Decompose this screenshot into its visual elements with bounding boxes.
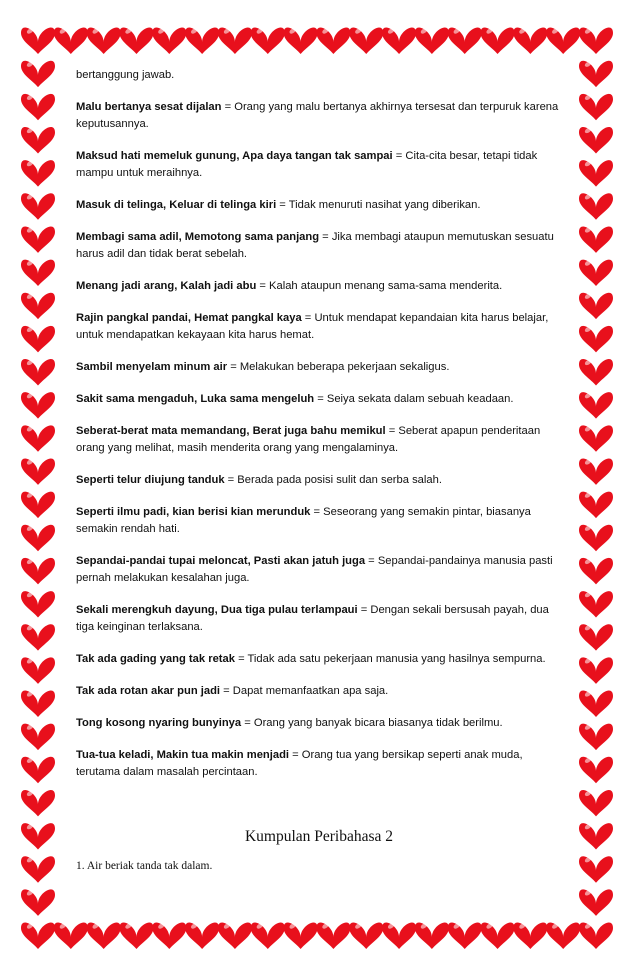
heart-icon	[481, 922, 515, 949]
heart-icon	[579, 856, 613, 883]
heart-icon	[349, 27, 383, 54]
heart-icon	[579, 359, 613, 386]
proverb-term: Rajin pangkal pandai, Hemat pangkal kaya	[76, 312, 302, 324]
heart-icon	[579, 591, 613, 618]
proverb-term: Sepandai-pandai tupai meloncat, Pasti akan jatuh juga	[76, 555, 366, 567]
heart-icon	[513, 922, 547, 949]
heart-icon	[316, 922, 350, 949]
proverb-term: Sambil menyelam minum air	[76, 361, 228, 373]
heart-icon	[119, 27, 153, 54]
heart-icon	[579, 127, 613, 154]
proverb-definition: = Berada pada posisi sulit dan serba salah.	[224, 474, 442, 486]
heart-icon	[21, 226, 55, 253]
proverb-entry	[76, 391, 566, 408]
heart-icon	[21, 60, 55, 87]
heart-icon	[579, 756, 613, 783]
heart-icon	[54, 27, 88, 54]
heart-icon	[579, 524, 613, 551]
proverb-entry	[76, 747, 566, 781]
heart-icon	[579, 60, 613, 87]
heart-icon	[579, 193, 613, 220]
proverb-entry	[76, 197, 566, 214]
heart-icon	[21, 458, 55, 485]
heart-icon	[21, 491, 55, 518]
proverb-term: Seperti telur diujung tanduk	[76, 474, 225, 486]
heart-icon	[21, 756, 55, 783]
heart-icon	[382, 27, 416, 54]
heart-icon	[21, 922, 55, 949]
proverb-definition: = Seseorang yang semakin pintar, biasanya semakin rendah hati.	[76, 506, 531, 535]
proverb-term: Seberat-berat mata memandang, Berat juga bahu memikul	[76, 425, 386, 437]
heart-icon	[21, 425, 55, 452]
heart-icon	[579, 624, 613, 651]
heart-icon	[579, 160, 613, 187]
heart-icon	[579, 292, 613, 319]
proverb-entry	[76, 423, 566, 457]
proverb-definition: = Kalah ataupun menang sama-sama menderita.	[256, 280, 503, 292]
heart-icon	[21, 127, 55, 154]
heart-icon	[579, 657, 613, 684]
heart-icon	[21, 657, 55, 684]
heart-icon	[579, 889, 613, 916]
proverb-definition: = Orang tua yang bersikap seperti anak muda, terutama dalam masalah percintaan.	[76, 749, 523, 778]
entries-container	[76, 99, 566, 781]
heart-icon	[579, 690, 613, 717]
proverb-entry	[76, 683, 566, 700]
proverb-term: Malu bertanya sesat dijalan	[76, 101, 222, 113]
heart-icon	[218, 27, 252, 54]
heart-icon	[579, 326, 613, 353]
proverb-entry	[76, 229, 566, 263]
heart-icon	[21, 624, 55, 651]
heart-icon	[349, 922, 383, 949]
proverb-definition: = Tidak ada satu pekerjaan manusia yang hasilnya sempurna.	[234, 653, 546, 665]
heart-icon	[21, 326, 55, 353]
heart-icon	[21, 193, 55, 220]
heart-icon	[382, 922, 416, 949]
heart-icon	[579, 226, 613, 253]
proverb-term: Membagi sama adil, Memotong sama panjang	[76, 231, 320, 243]
heart-icon	[579, 723, 613, 750]
heart-icon	[21, 591, 55, 618]
heart-icon	[481, 27, 515, 54]
heart-icon	[185, 27, 219, 54]
heart-icon	[579, 27, 613, 54]
proverb-definition: = Melakukan beberapa pekerjaan sekaligus.	[227, 361, 450, 373]
heart-icon	[218, 922, 252, 949]
heart-icon	[316, 27, 350, 54]
proverb-term: Sakit sama mengaduh, Luka sama mengeluh	[76, 393, 315, 405]
heart-icon	[579, 922, 613, 949]
heart-icon	[21, 690, 55, 717]
proverb-entry	[76, 472, 566, 489]
proverb-definition: = Seberat apapun penderitaan orang yang melihat, masih menderita orang yang mengalaminya.	[76, 425, 541, 454]
heart-icon	[415, 922, 449, 949]
heart-icon	[579, 93, 613, 120]
proverb-definition: = Dengan sekali bersusah payah, dua tiga keinginan terlaksana.	[76, 604, 549, 633]
heart-icon	[284, 922, 318, 949]
heart-icon	[21, 27, 55, 54]
heart-icon	[185, 922, 219, 949]
proverb-entry	[76, 278, 566, 295]
heart-icon	[579, 458, 613, 485]
proverb-entry	[76, 602, 566, 636]
heart-icon	[579, 491, 613, 518]
heart-icon	[251, 27, 285, 54]
heart-icon	[54, 922, 88, 949]
heart-icon	[448, 922, 482, 949]
proverb-definition: = Jika membagi ataupun memutuskan sesuatu harus adil dan tidak berat sebelah.	[76, 231, 554, 260]
heart-icon	[21, 160, 55, 187]
heart-icon	[21, 558, 55, 585]
heart-icon	[21, 856, 55, 883]
heart-icon	[21, 392, 55, 419]
proverb-entry	[76, 99, 566, 133]
proverb-entry	[76, 359, 566, 376]
heart-icon	[579, 259, 613, 286]
heart-icon	[87, 27, 121, 54]
heart-icon	[579, 558, 613, 585]
proverb-term: Tong kosong nyaring bunyinya	[76, 717, 242, 729]
proverb-definition: = Seiya sekata dalam sebuah keadaan.	[314, 393, 514, 405]
proverb-definition: = Sepandai-pandainya manusia pasti pernah melakukan kesalahan juga.	[76, 555, 553, 584]
heart-icon	[284, 27, 318, 54]
heart-icon	[546, 922, 580, 949]
heart-icon	[21, 259, 55, 286]
proverb-definition: = Orang yang malu bertanya akhirnya tersesat dan terpuruk karena keputusannya.	[76, 101, 559, 130]
proverb-entry	[76, 651, 566, 668]
heart-icon	[448, 27, 482, 54]
heart-icon	[152, 27, 186, 54]
proverb-entry	[76, 715, 566, 732]
heart-icon	[579, 425, 613, 452]
proverb-definition: = Dapat memanfaatkan apa saja.	[220, 685, 389, 697]
proverb-term: Maksud hati memeluk gunung, Apa daya tangan tak sampai	[76, 150, 393, 162]
heart-icon	[415, 27, 449, 54]
proverb-definition: = Untuk mendapat kepandaian kita harus belajar, untuk mendapatkan kekayaan kita harus hemat.	[76, 312, 549, 341]
section-title: Kumpulan Peribahasa 2	[244, 828, 394, 845]
proverb-entry	[76, 553, 566, 587]
proverb-term: Sekali merengkuh dayung, Dua tiga pulau terlampaui	[76, 604, 358, 616]
proverb-term: Seperti ilmu padi, kian berisi kian merunduk	[76, 506, 311, 518]
heart-icon	[152, 922, 186, 949]
heart-icon	[21, 359, 55, 386]
heart-icon	[21, 723, 55, 750]
heart-icon	[119, 922, 153, 949]
intro-line: bertanggung jawab.	[76, 69, 175, 81]
heart-icon	[579, 790, 613, 817]
proverb-entry	[76, 310, 566, 344]
heart-icon	[21, 292, 55, 319]
heart-icon	[251, 922, 285, 949]
proverb-term: Tak ada rotan akar pun jadi	[76, 685, 221, 697]
proverb-definition: = Orang yang banyak bicara biasanya tidak berilmu.	[241, 717, 503, 729]
heart-icon	[21, 790, 55, 817]
numbered-item: 1. Air beriak tanda tak dalam.	[76, 860, 213, 872]
proverb-definition: = Tidak menuruti nasihat yang diberikan.	[276, 199, 481, 211]
proverb-entry	[76, 504, 566, 538]
heart-icon	[21, 889, 55, 916]
proverb-list	[76, 67, 566, 796]
proverb-term: Tua-tua keladi, Makin tua makin menjadi	[76, 749, 290, 761]
proverb-entry	[76, 148, 566, 182]
heart-icon	[21, 93, 55, 120]
proverb-term: Menang jadi arang, Kalah jadi abu	[76, 280, 257, 292]
heart-icon	[579, 392, 613, 419]
proverb-term: Tak ada gading yang tak retak	[76, 653, 235, 665]
heart-icon	[513, 27, 547, 54]
heart-icon	[87, 922, 121, 949]
proverb-definition: = Cita-cita besar, tetapi tidak mampu untuk meraihnya.	[76, 150, 538, 179]
proverb-term: Masuk di telinga, Keluar di telinga kiri	[76, 199, 277, 211]
heart-icon	[546, 27, 580, 54]
heart-icon	[21, 524, 55, 551]
